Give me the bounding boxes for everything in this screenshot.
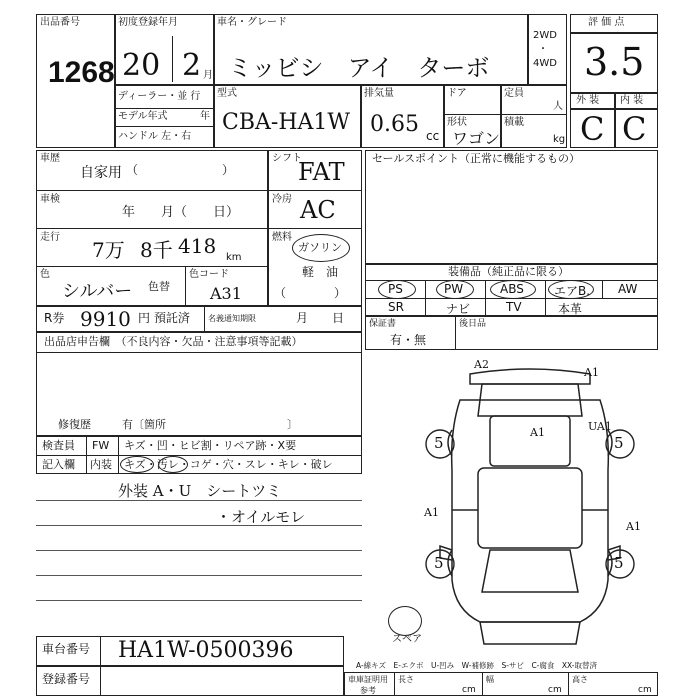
note-line [36,525,362,526]
color-value: シルバー [62,281,133,302]
damage-mark: A1 [584,366,599,379]
equip-navi: ナビ [446,302,471,316]
divider [36,190,268,191]
equipment-label: 装備品（純正品に限る） [448,265,569,278]
height-label: 高さ [572,675,588,684]
handle-label: ハンドル 左・右 [118,131,192,142]
kg-unit: kg [553,134,566,145]
divider [268,228,362,229]
km-unit: km [226,252,242,263]
note-line-2: ・オイルモレ [216,508,306,526]
fw-label: FW [92,439,110,452]
interior-label: 内 装 [620,95,644,106]
length-unit: cm [462,685,476,695]
circle-mark [120,456,154,473]
divider [268,190,362,191]
drive-dot: ・ [538,44,548,55]
history-value: 自家用 [80,165,122,181]
width-unit: cm [548,685,562,695]
divider [172,36,173,82]
fuel-diesel: 軽 油 [302,265,339,279]
divider [100,636,101,666]
damage-mark: UA1 [588,420,612,433]
equip-aw: AW [618,282,638,296]
spare-tire-circle [388,606,422,636]
first-registration-label: 初度登録年月 [118,17,178,28]
person-unit: 人 [553,101,563,112]
height-unit: cm [638,685,652,695]
score-label: 評 価 点 [588,17,625,28]
color-label: 色 [40,269,50,280]
inspector-label: 検査員 [42,439,75,452]
divider [500,84,502,148]
note-line [36,600,362,601]
interior-grade: C [622,110,647,148]
equip-tv: TV [506,300,522,314]
recycle-unit: 円 預託済 [138,311,190,325]
car-damage-diagram [400,360,660,650]
car-name-label: 車名・グレード [217,17,287,28]
damage-legend: A-線キズ E-エクボ U-凹み W-補修跡 S-サビ C-腐食 XX-取替済 [356,661,597,670]
divider [100,666,101,696]
lot-number: 1268 [48,56,115,89]
fuel-value: ガソリン [298,241,342,254]
divider [482,672,483,696]
tire-front-right: 5 [614,554,624,572]
circle-mark [378,280,416,299]
divider [36,228,268,229]
mileage-man: 7万 [92,238,125,262]
mileage-label: 走行 [40,232,60,243]
tire-front-left: 5 [434,554,444,572]
damage-mark: A2 [474,358,489,371]
divider [114,108,213,109]
divider [443,84,445,148]
aircon-label: 冷房 [272,194,292,205]
equip-sr: SR [388,300,404,314]
width-label: 幅 [486,675,494,684]
note-line-1: 外装 A・U シートツミ [118,482,282,500]
shift-value: FAT [298,158,345,186]
divider [568,672,569,696]
length-label: 長さ [398,675,414,684]
registration-label: 登録番号 [42,672,91,686]
divider [213,14,215,148]
divider [602,280,603,298]
damage-mark: A1 [626,520,641,533]
displacement-label: 排気量 [364,88,394,99]
drive-4wd: 4WD [533,58,557,69]
registration-year: 20 [122,48,161,83]
damage-mark: A1 [424,506,439,519]
divider [204,306,205,332]
repair-value: 有〔箇所 〕 [122,418,298,431]
garage-cert-frame [344,672,658,696]
circle-mark [436,280,474,299]
divider [570,32,658,34]
mileage-sen: 8千 [140,238,173,262]
type-value: CBA-HA1W [222,110,351,135]
warranty-value: 有・無 [390,333,427,347]
lot-number-label: 出品番号 [40,17,80,28]
car-name-grade: ミッビシ アイ ターボ [228,54,490,82]
cc-unit: cc [426,129,440,143]
equip-ps: PS [388,282,403,296]
divider [36,455,362,456]
name-change-date: 月 日 [296,311,345,325]
divider [36,352,362,353]
chassis-value: HA1W-0500396 [118,638,294,663]
sales-point-label: セールスポイント（正常に機能するもの） [372,152,581,165]
shift-label: シフト [272,153,302,164]
exterior-label: 外 装 [576,95,600,106]
chassis-label: 車台番号 [42,642,91,656]
equip-pw: PW [444,282,464,296]
divider [500,114,567,115]
divider [114,126,213,127]
divider [527,14,529,84]
color-code-value: A31 [210,284,242,303]
drive-2wd: 2WD [533,30,557,41]
fw-items: キズ・凹・ヒビ割・リペア跡・X要 [124,439,297,452]
divider [118,436,119,474]
inspection-date: 年 月（ 日） [122,205,240,220]
sales-point-frame [365,150,658,264]
divider [455,316,456,350]
manual-label: 後日品 [459,319,487,329]
tire-rear-left: 5 [434,434,444,452]
circle-mark [158,456,188,473]
recycle-value: 9910 [80,307,131,331]
type-label: 型式 [217,88,237,99]
repair-label: 修復歴 [58,418,91,431]
divider [614,92,616,148]
auction-score: 3.5 [584,40,645,84]
equip-abs: ABS [500,282,524,296]
cert-label: 車庫証明用 [348,675,388,684]
divider [86,436,87,474]
divider [185,266,186,306]
circle-mark [548,280,594,299]
interior-row-label: 内装 [90,458,112,471]
damage-mark: A1 [530,426,545,439]
equip-airbag: エアB. [554,284,591,298]
name-change-label: 名義通知期限 [208,314,256,323]
divider [394,672,395,696]
circle-mark [490,280,536,299]
mileage-rest: 418 [178,234,217,258]
cert-ref: 参考 [360,686,376,695]
inspection-label: 車検 [40,194,60,205]
report-label: 出品店申告欄 （不良内容・欠品・注意事項等記載） [44,335,303,348]
fuel-paren: （ ） [274,286,347,300]
exterior-grade: C [580,110,605,148]
interior-items: キズ・汚レ・コゲ・穴・スレ・キレ・破レ [124,458,333,471]
tire-rear-right: 5 [614,434,624,452]
shape-value: ワゴン [452,129,501,148]
divider [360,84,362,148]
dealer-label: ディーラー・並 行 [118,91,201,102]
history-label: 車歴 [40,153,60,164]
color-code-label: 色コード [189,269,229,280]
displacement-value: 0.65 [370,112,419,137]
color-change-label: 色替 [148,280,170,293]
model-year-label: モデル年式 [118,111,168,122]
divider [443,114,500,115]
load-label: 積載 [504,117,524,128]
spare-label: スペア [392,634,422,645]
warranty-label: 保証書 [369,319,397,329]
door-label: ドア [447,88,467,99]
registration-month: 2 [182,48,202,83]
shape-label: 形状 [447,117,467,128]
year-unit: 年 [200,111,210,122]
equip-leather: 本革 [558,302,583,316]
entry-label: 記入欄 [42,458,75,471]
month-unit: 月 [203,70,213,81]
capacity-label: 定員 [504,88,524,99]
fuel-label: 燃料 [272,232,292,243]
history-paren: （ ） [126,163,235,177]
aircon-value: AC [300,196,336,224]
divider [36,266,268,267]
note-line [36,550,362,551]
note-line [36,575,362,576]
recycle-label: R券 [44,311,65,325]
